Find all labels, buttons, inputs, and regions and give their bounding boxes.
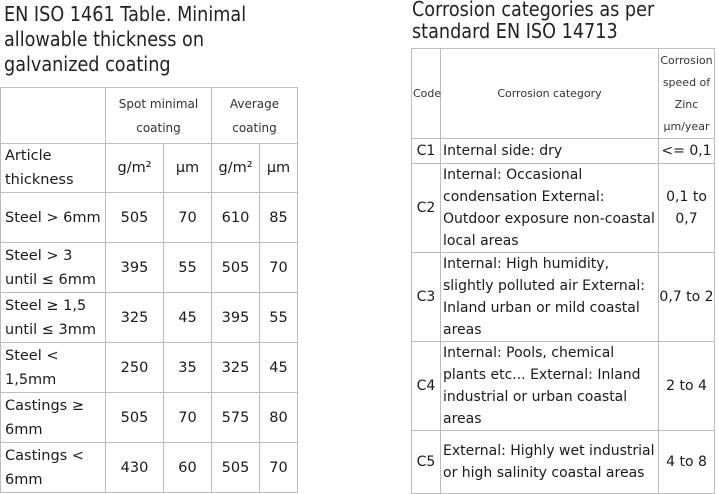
row-label: Steel < 1,5mm <box>1 343 106 393</box>
header-empty-cell <box>1 88 106 144</box>
category-cell: External: Highly wet industrial or high salinity coastal areas <box>441 431 659 494</box>
row-label: Castings ≥ 6mm <box>1 393 106 443</box>
table-header-row <box>412 49 715 139</box>
speed-cell: 4 to 8 <box>659 431 715 494</box>
table-row <box>1 293 298 343</box>
value-cell: 575 <box>212 393 260 443</box>
header-category: Corrosion category <box>441 49 659 139</box>
galvanized-thickness-table <box>0 87 298 493</box>
value-cell: 60 <box>164 443 212 493</box>
speed-cell: 0,7 to 2 <box>659 253 715 342</box>
speed-cell: <= 0,1 <box>659 139 715 164</box>
speed-cell: 2 to 4 <box>659 342 715 431</box>
left-title <box>4 2 262 77</box>
table-row <box>1 343 298 393</box>
code-cell: C2 <box>412 164 441 253</box>
value-cell: 505 <box>212 443 260 493</box>
table-row <box>1 393 298 443</box>
table-row <box>412 253 715 342</box>
table-row <box>412 342 715 431</box>
units-row <box>1 144 298 193</box>
table-row <box>412 431 715 494</box>
right-title-line: Corrosion categories as per <box>412 0 655 21</box>
header-code: Code <box>412 49 441 139</box>
value-cell: 70 <box>260 443 298 493</box>
value-cell: 505 <box>212 243 260 293</box>
value-cell: 505 <box>106 193 164 243</box>
value-cell: 55 <box>260 293 298 343</box>
value-cell: 45 <box>164 293 212 343</box>
right-title <box>412 0 696 42</box>
unit-cell: g/m² <box>212 144 260 193</box>
unit-cell: g/m² <box>106 144 164 193</box>
value-cell: 55 <box>164 243 212 293</box>
category-cell: Internal: High humidity, slightly polluted air External: Inland urban or mild coastal areas <box>441 253 659 342</box>
value-cell: 430 <box>106 443 164 493</box>
left-title-line: galvanized coating <box>4 52 171 76</box>
category-cell: Internal: Occasional condensation External: Outdoor exposure non-coastal local areas <box>441 164 659 253</box>
value-cell: 70 <box>164 193 212 243</box>
row-label: Castings < 6mm <box>1 443 106 493</box>
value-cell: 70 <box>260 243 298 293</box>
category-cell: Internal side: dry <box>441 139 659 164</box>
table-header-row <box>1 88 298 144</box>
unit-cell: μm <box>260 144 298 193</box>
code-cell: C3 <box>412 253 441 342</box>
value-cell: 395 <box>212 293 260 343</box>
header-spot-minimal: Spot minimal coating <box>106 88 212 144</box>
value-cell: 325 <box>106 293 164 343</box>
value-cell: 35 <box>164 343 212 393</box>
header-speed: Corrosion speed of Zinc μm/year <box>659 49 715 139</box>
value-cell: 505 <box>106 393 164 443</box>
row-label: Steel ≥ 1,5 until ≤ 3mm <box>1 293 106 343</box>
value-cell: 250 <box>106 343 164 393</box>
code-cell: C1 <box>412 139 441 164</box>
table-row <box>1 243 298 293</box>
table-row <box>1 193 298 243</box>
table-row <box>412 139 715 164</box>
right-title-line: standard EN ISO 14713 <box>412 19 618 43</box>
corrosion-categories-table <box>411 48 715 494</box>
value-cell: 80 <box>260 393 298 443</box>
row-label: Steel > 6mm <box>1 193 106 243</box>
table-row <box>412 164 715 253</box>
value-cell: 70 <box>164 393 212 443</box>
speed-cell: 0,1 to 0,7 <box>659 164 715 253</box>
value-cell: 45 <box>260 343 298 393</box>
value-cell: 85 <box>260 193 298 243</box>
code-cell: C4 <box>412 342 441 431</box>
row-label: Steel > 3 until ≤ 6mm <box>1 243 106 293</box>
value-cell: 325 <box>212 343 260 393</box>
code-cell: C5 <box>412 431 441 494</box>
value-cell: 610 <box>212 193 260 243</box>
row-label: Article thickness <box>1 144 106 193</box>
header-average: Average coating <box>212 88 298 144</box>
left-title-line: allowable thickness on <box>4 27 204 51</box>
left-title-line: EN ISO 1461 Table. Minimal <box>4 2 247 26</box>
unit-cell: μm <box>164 144 212 193</box>
value-cell: 395 <box>106 243 164 293</box>
category-cell: Internal: Pools, chemical plants etc... External: Inland industrial or urban coastal areas <box>441 342 659 431</box>
table-row <box>1 443 298 493</box>
